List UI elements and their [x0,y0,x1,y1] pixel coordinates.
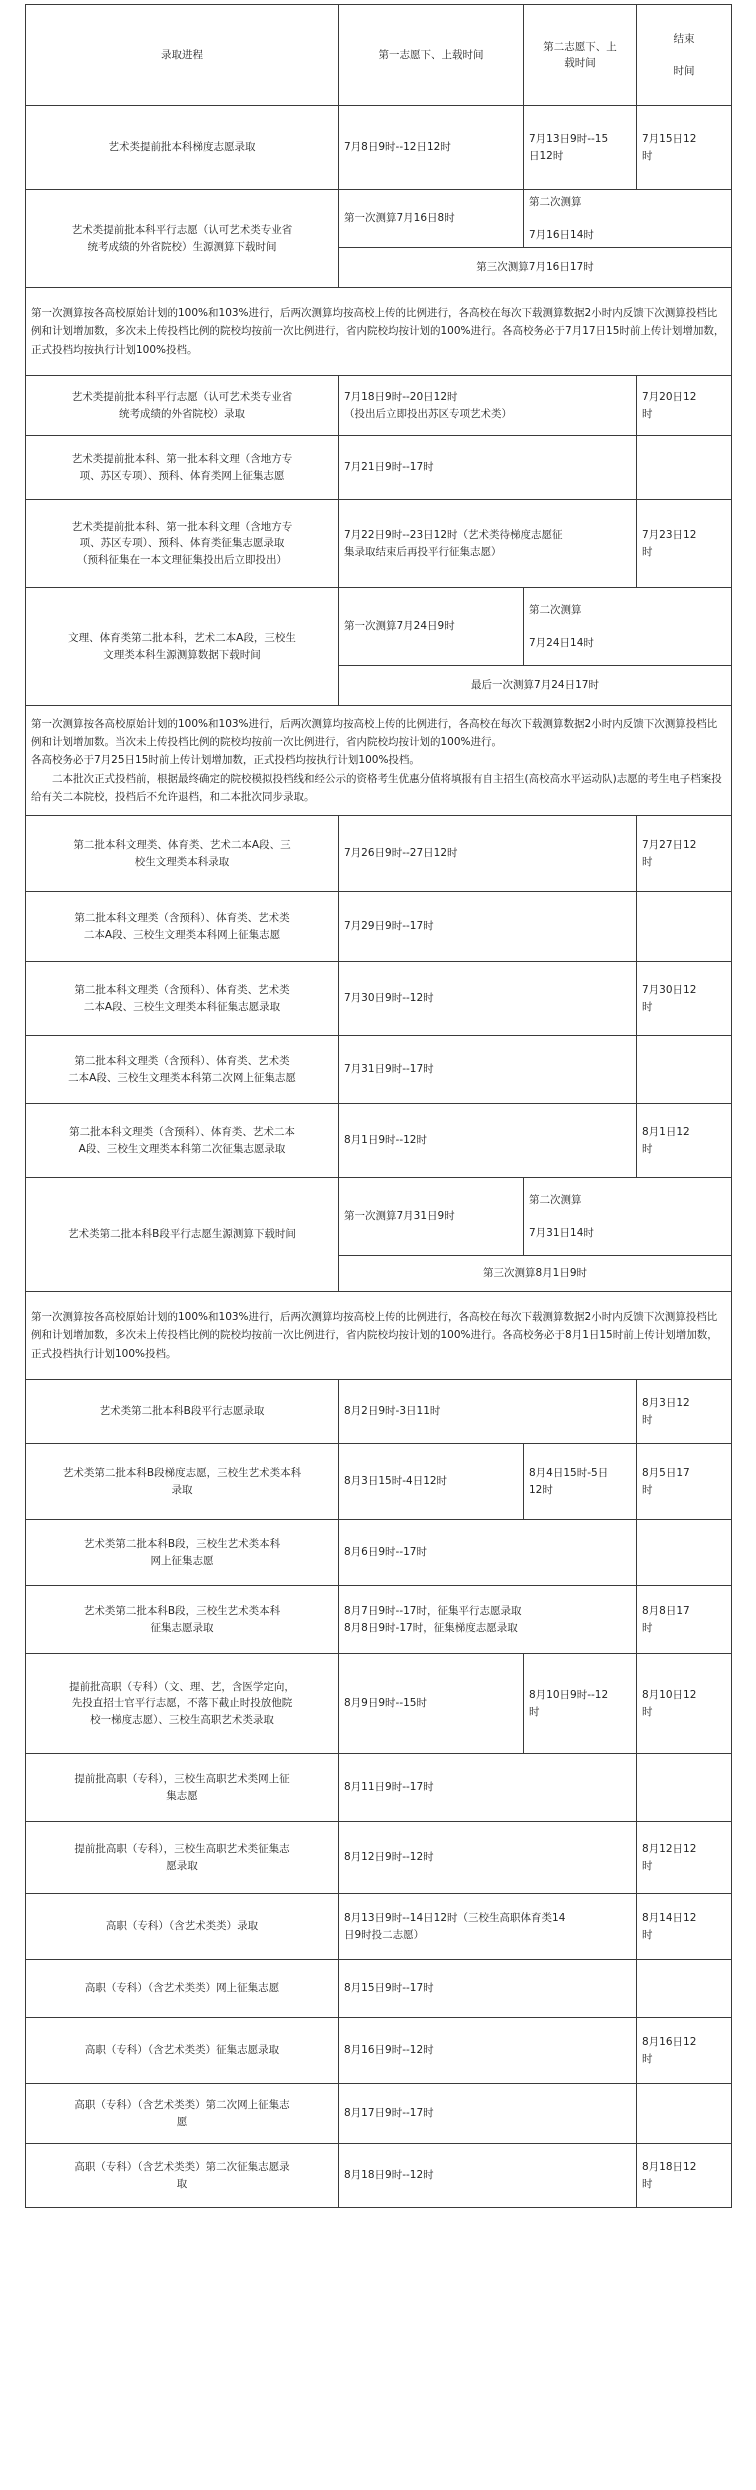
table-row [26,106,732,190]
table-row [26,1960,732,2018]
second-time-cell: 7月13日9时--15 日12时 [524,106,637,190]
second-time-cell: 8月10日9时--12 时 [524,1654,637,1754]
table-row [26,588,732,666]
first-time-cell: 8月1日9时--12时 [339,1104,637,1178]
table-row [26,1754,732,1822]
end-time-cell [637,1754,732,1822]
stage-cell: 提前批高职（专科），三校生高职艺术类网上征 集志愿 [26,1754,339,1822]
stage-cell: 艺术类提前批本科梯度志愿录取 [26,106,339,190]
first-time-cell: 7月30日9时--12时 [339,962,637,1036]
stage-cell: 文理、体育类第二批本科，艺术二本A段，三校生 文理类本科生源测算数据下载时间 [26,588,339,706]
end-time-cell: 8月3日12 时 [637,1380,732,1444]
stage-cell: 艺术类提前批本科、第一批本科文理（含地方专 项、苏区专项）、预科、体育类网上征集志愿 [26,436,339,500]
stage-cell: 艺术类第二批本科B段平行志愿生源测算下载时间 [26,1178,339,1292]
note-cell [26,1292,732,1380]
table-row [26,1036,732,1104]
stage-cell: 艺术类第二批本科B段梯度志愿，三校生艺术类本科 录取 [26,1444,339,1520]
note-text: 第一次测算按各高校原始计划的100%和103%进行，后两次测算均按高校上传的比例进行，各高校在每次下载测算数据2小时内反馈下次测算投档比例和计划增加数。当次未上传投档比例的院校均按前一次比例进行，省内院校均按计划的100%进行。 [31,717,718,748]
header-process: 录取进程 [26,5,339,106]
end-time-cell: 8月8日17 时 [637,1586,732,1654]
first-time-cell: 7月26日9时--27日12时 [339,816,637,892]
stage-cell: 艺术类提前批本科平行志愿（认可艺术类专业省 统考成绩的外省院校）录取 [26,376,339,436]
stage-cell: 提前批高职（专科），三校生高职艺术类征集志 愿录取 [26,1822,339,1894]
third-time-cell: 第三次测算8月1日9时 [339,1256,732,1292]
stage-cell: 艺术类提前批本科平行志愿（认可艺术类专业省 统考成绩的外省院校）生源测算下载时间 [26,190,339,288]
stage-cell: 高职（专科）（含艺术类类）录取 [26,1894,339,1960]
first-time-cell: 7月29日9时--17时 [339,892,637,962]
first-time-cell: 8月13日9时--14日12时（三校生高职体育类14 日9时投二志愿） [339,1894,637,1960]
stage-cell: 第二批本科文理类（含预科）、体育类、艺术类 二本A段、三校生文理类本科第二次网上征集志愿 [26,1036,339,1104]
first-time-cell: 7月8日9时--12日12时 [339,106,524,190]
table-header-row [26,5,732,106]
first-time-cell: 8月2日9时-3日11时 [339,1380,637,1444]
first-time-cell: 8月15日9时--17时 [339,1960,637,2018]
end-time-cell [637,892,732,962]
table-row [26,1520,732,1586]
end-time-cell: 8月18日12 时 [637,2144,732,2208]
table-row [26,1380,732,1444]
table-row [26,376,732,436]
end-time-cell: 7月30日12 时 [637,962,732,1036]
first-time-cell: 7月31日9时--17时 [339,1036,637,1104]
end-time-cell: 8月16日12 时 [637,2018,732,2084]
table-row [26,962,732,1036]
stage-cell: 艺术类第二批本科B段平行志愿录取 [26,1380,339,1444]
table-row [26,1444,732,1520]
end-time-cell: 8月12日12 时 [637,1822,732,1894]
stage-cell: 高职（专科）（含艺术类类）第二次征集志愿录 取 [26,2144,339,2208]
stage-cell: 提前批高职（专科）（文、理、艺，含医学定向， 先投直招士官平行志愿，不落下截止时投放他院 校一梯度志愿）、三校生高职艺术类录取 [26,1654,339,1754]
note-text-3: 二本批次正式投档前，根据最终确定的院校模拟投档线和经公示的资格考生优惠分值将填报有自主招生(高校高水平运动队)志愿的考生电子档案投给有关二本院校，投档后不允许退档，和二本批次同步录取。 [31,772,722,804]
second-time-cell: 8月4日15时-5日 12时 [524,1444,637,1520]
end-time-cell [637,1036,732,1104]
end-time-cell [637,1960,732,2018]
table-row [26,1586,732,1654]
first-time-cell: 8月18日9时--12时 [339,2144,637,2208]
header-end-time: 结束 时间 [637,5,732,106]
note-row [26,706,732,816]
table-row [26,816,732,892]
table-row [26,2018,732,2084]
end-time-cell [637,1520,732,1586]
second-time-cell: 第二次测算 7月24日14时 [524,588,732,666]
stage-cell: 艺术类第二批本科B段，三校生艺术类本科 网上征集志愿 [26,1520,339,1586]
note-text-2: 各高校务必于7月25日15时前上传计划增加数，正式投档均按执行计划100%投档。 [31,754,420,767]
end-time-cell: 8月1日12 时 [637,1104,732,1178]
end-time-cell: 8月5日17 时 [637,1444,732,1520]
stage-cell: 第二批本科文理类（含预科）、体育类、艺术类 二本A段、三校生文理类本科征集志愿录取 [26,962,339,1036]
table-row [26,1178,732,1256]
table-row [26,1822,732,1894]
end-time-cell: 8月10日12 时 [637,1654,732,1754]
table-row [26,1894,732,1960]
note-cell [26,288,732,376]
first-time-cell: 7月18日9时--20日12时 （投出后立即投出苏区专项艺术类） [339,376,637,436]
stage-cell: 第二批本科文理类、体育类、艺术二本A段、三 校生文理类本科录取 [26,816,339,892]
end-time-cell: 7月27日12 时 [637,816,732,892]
stage-cell: 第二批本科文理类（含预科）、体育类、艺术类 二本A段、三校生文理类本科网上征集志愿 [26,892,339,962]
end-time-cell [637,2084,732,2144]
admission-schedule-table [25,4,732,2208]
end-time-cell [637,436,732,500]
first-time-cell: 7月22日9时--23日12时（艺术类待梯度志愿征 集录取结束后再投平行征集志愿） [339,500,637,588]
stage-cell: 艺术类提前批本科、第一批本科文理（含地方专 项、苏区专项）、预科、体育类征集志愿录取 （预科征集在一本文理征集投出后立即投出） [26,500,339,588]
note-text: 第一次测算按各高校原始计划的100%和103%进行，后两次测算均按高校上传的比例进行，各高校在每次下载测算数据2小时内反馈下次测算投档比例和计划增加数，多次未上传投档比例的院校均按前一次比例进行，省内院校均按计划的100%进行。各高校务必于8月1日15时前上传计划增加数，正式投档执行计划100%投档。 [31,1310,718,1360]
table-row [26,1104,732,1178]
table-row [26,2144,732,2208]
note-text: 第一次测算按各高校原始计划的100%和103%进行，后两次测算均按高校上传的比例进行，各高校在每次下载测算数据2小时内反馈下次测算投档比例和计划增加数，多次未上传投档比例的院校均按前一次比例进行，省内院校均按计划的100%进行。各高校务必于7月17日15时前上传计划增加数，正式投档均按执行计划100%投档。 [31,306,725,356]
end-time-cell: 7月15日12 时 [637,106,732,190]
note-cell [26,706,732,816]
first-time-cell: 8月12日9时--12时 [339,1822,637,1894]
first-time-cell: 7月21日9时--17时 [339,436,637,500]
second-time-cell: 第二次测算 7月16日14时 [524,190,732,248]
first-time-cell: 8月11日9时--17时 [339,1754,637,1822]
final-time-cell: 最后一次测算7月24日17时 [339,666,732,706]
first-time-cell: 8月6日9时--17时 [339,1520,637,1586]
table-row [26,2084,732,2144]
stage-cell: 高职（专科）（含艺术类类）网上征集志愿 [26,1960,339,2018]
second-time-cell: 第二次测算 7月31日14时 [524,1178,732,1256]
header-second-choice-time: 第二志愿下、上 载时间 [524,5,637,106]
table-row [26,190,732,248]
header-first-choice-time: 第一志愿下、上载时间 [339,5,524,106]
first-time-cell: 8月7日9时--17时，征集平行志愿录取 8月8日9时-17时，征集梯度志愿录取 [339,1586,637,1654]
first-time-cell: 8月9日9时--15时 [339,1654,524,1754]
first-time-cell: 第一次测算7月24日9时 [339,588,524,666]
stage-cell: 高职（专科）（含艺术类类）第二次网上征集志 愿 [26,2084,339,2144]
end-time-cell: 7月20日12 时 [637,376,732,436]
third-time-cell: 第三次测算7月16日17时 [339,248,732,288]
table-row [26,892,732,962]
first-time-cell: 第一次测算7月16日8时 [339,190,524,248]
table-row [26,436,732,500]
end-time-cell: 8月14日12 时 [637,1894,732,1960]
first-time-cell: 8月17日9时--17时 [339,2084,637,2144]
stage-cell: 第二批本科文理类（含预科）、体育类、艺术二本 A段、三校生文理类本科第二次征集志愿录取 [26,1104,339,1178]
note-row [26,288,732,376]
first-time-cell: 8月16日9时--12时 [339,2018,637,2084]
end-time-cell: 7月23日12 时 [637,500,732,588]
table-row [26,500,732,588]
stage-cell: 艺术类第二批本科B段，三校生艺术类本科 征集志愿录取 [26,1586,339,1654]
stage-cell: 高职（专科）（含艺术类类）征集志愿录取 [26,2018,339,2084]
first-time-cell: 8月3日15时-4日12时 [339,1444,524,1520]
table-row [26,1654,732,1754]
note-row [26,1292,732,1380]
first-time-cell: 第一次测算7月31日9时 [339,1178,524,1256]
